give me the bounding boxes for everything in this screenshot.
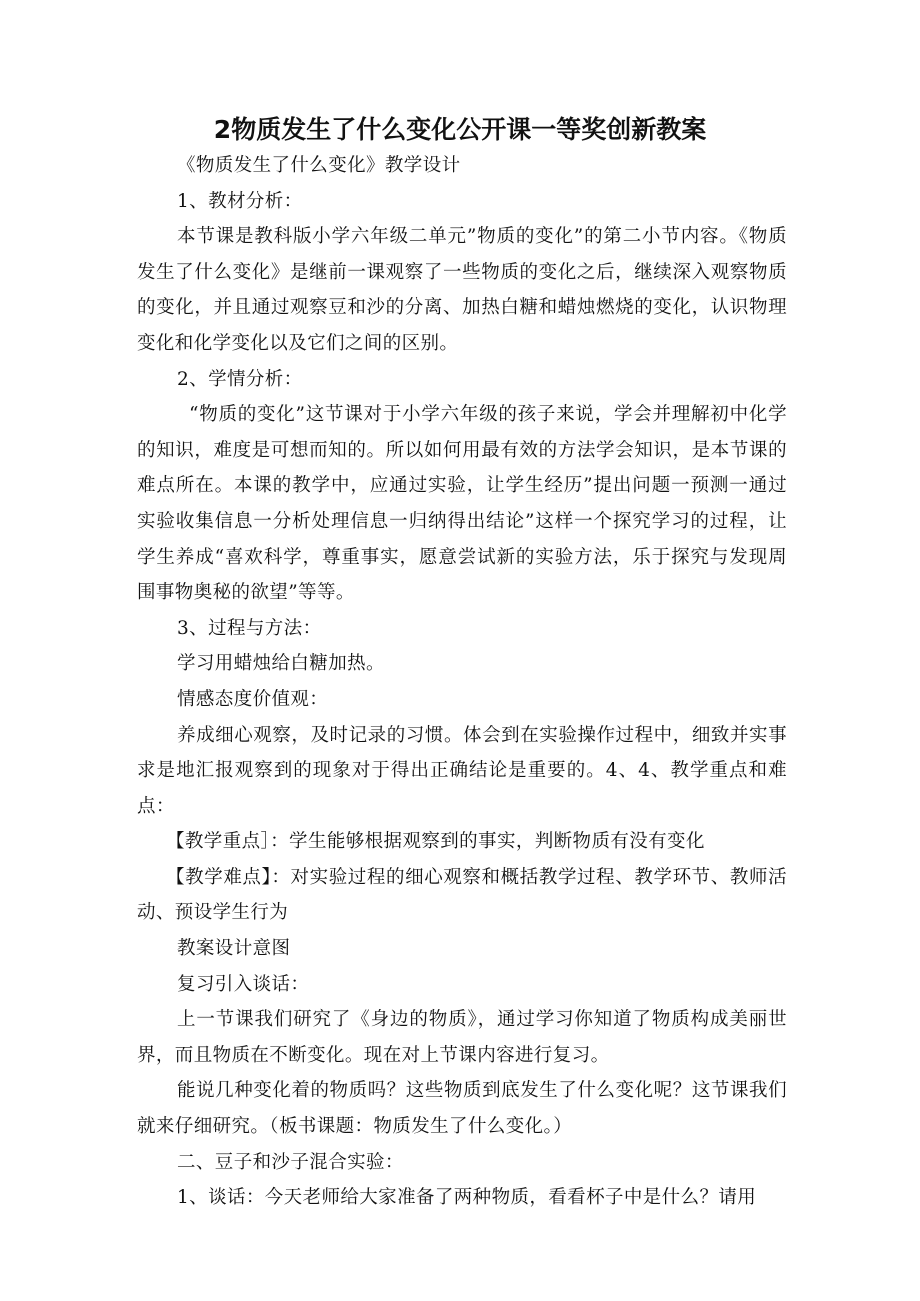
heading-process-method: 3、过程与方法： bbox=[177, 617, 322, 639]
paragraph-process-method: 学习用蜡烛给白糖加热。 bbox=[177, 653, 385, 675]
paragraph-textbook-analysis: 本节课是教科版小学六年级二单元”物质的变化”的第二小节内容。《物质发生了什么变化》是继前一课观察了一些物质的变化之后，继续深入观察物质的变化，并且通过观察豆和沙的分离、加热白糖和蜡烛燃烧的变化，认识物理变化和化学变化以及它们之间的区别。 bbox=[137, 226, 787, 354]
paragraph-review-intro: 上一节课我们研究了《身边的物质》，通过学习你知道了物质构成美丽世界，而且物质在不断变化。现在对上节课内容进行复习。 bbox=[137, 1009, 787, 1066]
heading-emotion-values: 情感态度价值观： bbox=[177, 688, 329, 710]
paragraph-emotion-values: 养成细心观察，及时记录的习惯。体会到在实验操作过程中，细致并实事求是地汇报观察到的现象对于得出正确结论是重要的。4、4、教学重点和难点： bbox=[137, 724, 787, 817]
paragraph-review-question: 能说几种变化着的物质吗？这些物质到底发生了什么变化呢？这节课我们就来仔细研究。（板书课题：物质发生了什么变化。） bbox=[137, 1080, 787, 1138]
document-body bbox=[137, 148, 787, 1216]
paragraph-student-analysis: “物质的变化”这节课对于小学六年级的孩子来说，学会并理解初中化学的知识，难度是可想而知的。所以如何用最有效的方法学会知识，是本节课的难点所在。本课的教学中，应通过实验，让学生经历”提出问题一预测一通过实验收集信息一分析处理信息一归纳得出结论”这样一个探究学习的过程，让学生养成“喜欢科学，尊重事实，愿意尝试新的实验方法，乐于探究与发现周围事物奥秘的欲望”等等。 bbox=[137, 404, 787, 604]
paragraph-design-title: 《物质发生了什么变化》教学设计 bbox=[177, 155, 461, 176]
heading-design-intent: 教案设计意图 bbox=[177, 938, 291, 960]
paragraph-teaching-difficulty: 【教学难点】：对实验过程的细心观察和概括教学过程、教学环节、教师活动、预设学生行为 bbox=[137, 866, 787, 924]
paragraph-talk: 1、谈话：今天老师给大家准备了两种物质，看看杯子中是什么？请用 bbox=[177, 1187, 757, 1209]
heading-review-intro: 复习引入谈话： bbox=[177, 973, 310, 995]
document-title: 2物质发生了什么变化公开课一等奖创新教案 bbox=[213, 115, 707, 144]
heading-bean-sand-experiment: 二、豆子和沙子混合实验： bbox=[177, 1151, 404, 1173]
heading-student-analysis: 2、学情分析： bbox=[177, 368, 303, 390]
heading-textbook-analysis: 1、教材分析： bbox=[177, 190, 303, 212]
paragraph-teaching-focus: 【教学重点］：学生能够根据观察到的事实，判断物质有没有变化 bbox=[166, 831, 705, 853]
